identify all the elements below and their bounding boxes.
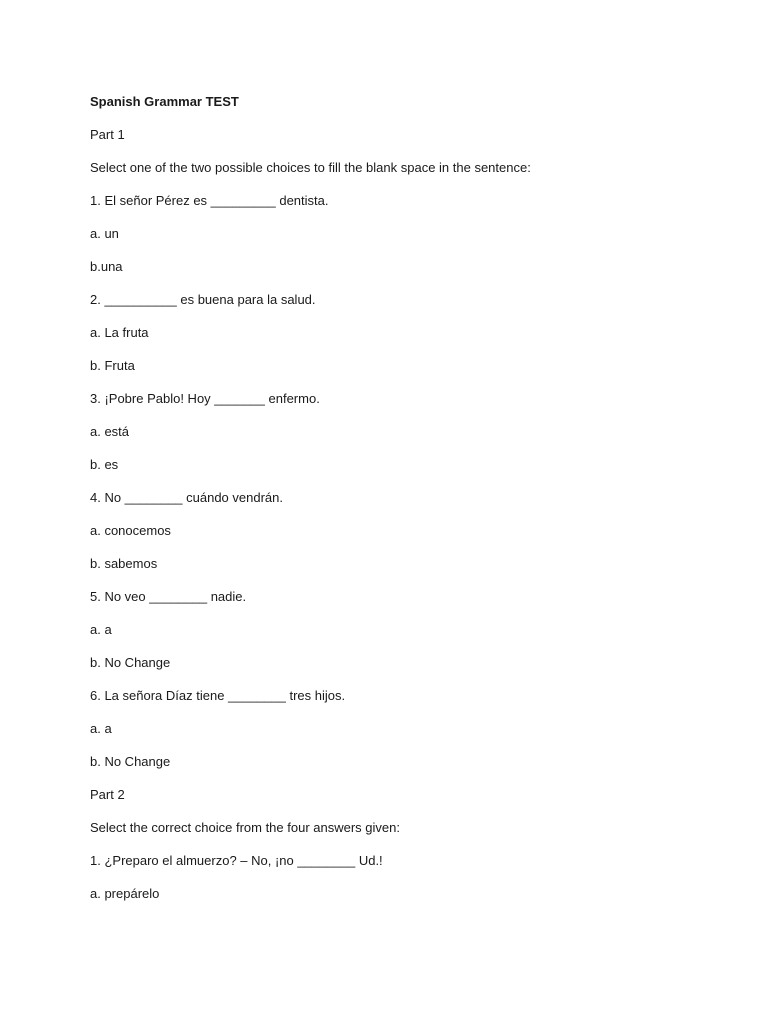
p1-q6-option-b: b. No Change <box>90 754 171 769</box>
part2-heading: Part 2 <box>90 787 125 802</box>
p1-question-5: 5. No veo ________ nadie. <box>90 589 247 604</box>
p1-q2-option-a: a. La fruta <box>90 325 149 340</box>
part2-instructions: Select the correct choice from the four answers given: <box>90 820 400 835</box>
part1-instructions: Select one of the two possible choices to fill the blank space in the sentence: <box>90 160 531 175</box>
p2-q1-option-a: a. prepárelo <box>90 886 160 901</box>
p1-q3-option-a: a. está <box>90 424 130 439</box>
p1-q5-option-b: b. No Change <box>90 655 171 670</box>
p1-q3-option-b: b. es <box>90 457 119 472</box>
part1-heading: Part 1 <box>90 127 125 142</box>
p1-q4-option-a: a. conocemos <box>90 523 171 538</box>
p1-q1-option-b: b.una <box>90 259 123 274</box>
p2-question-1: 1. ¿Preparo el almuerzo? – No, ¡no ________ Ud.! <box>90 853 383 868</box>
p1-question-2: 2. __________ es buena para la salud. <box>90 292 316 307</box>
p1-question-4: 4. No ________ cuándo vendrán. <box>90 490 283 505</box>
p1-question-3: 3. ¡Pobre Pablo! Hoy _______ enfermo. <box>90 391 320 406</box>
p1-q1-option-a: a. un <box>90 226 119 241</box>
p1-q6-option-a: a. a <box>90 721 112 736</box>
document-title: Spanish Grammar TEST <box>90 94 239 109</box>
p1-question-6: 6. La señora Díaz tiene ________ tres hijos. <box>90 688 346 703</box>
p1-q2-option-b: b. Fruta <box>90 358 135 373</box>
p1-question-1: 1. El señor Pérez es _________ dentista. <box>90 193 329 208</box>
document-content <box>90 92 710 917</box>
p1-q4-option-b: b. sabemos <box>90 556 158 571</box>
p1-q5-option-a: a. a <box>90 622 112 637</box>
